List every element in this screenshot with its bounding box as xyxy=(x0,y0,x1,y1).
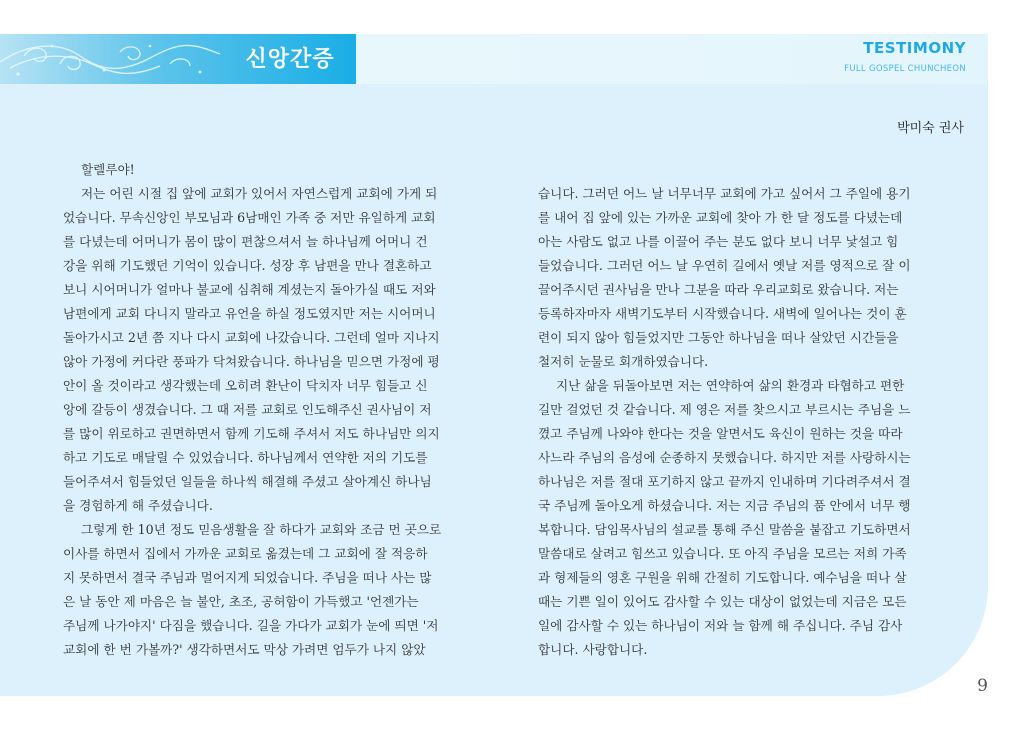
left-column xyxy=(63,158,495,662)
paragraph-line: 일에 감사할 수 있는 하나님이 저와 늘 함께 해 주십니다. 주님 감사 xyxy=(538,618,903,633)
paragraph-line: 들어주셔서 힘들었던 일들을 하나씩 해결해 주셨고 살아계신 하나님 xyxy=(63,474,432,489)
church-name-tag: FULL GOSPEL CHUNCHEON xyxy=(844,64,966,74)
paragraph-line: 를 많이 위로하고 권면하면서 함께 기도해 주셔서 저도 하나님만 의지 xyxy=(63,426,440,441)
paragraph-line: 과 형제들의 영혼 구원을 위해 간절히 기도합니다. 예수님을 떠나 살 xyxy=(538,570,907,585)
paragraph-line: 지 못하면서 결국 주님과 멀어지게 되었습니다. 주님을 떠나 사는 많 xyxy=(63,570,432,585)
paragraph-line: 아는 사람도 없고 나를 이끌어 주는 분도 없다 보니 너무 낯설고 힘 xyxy=(538,234,899,249)
swirl-ornament-icon xyxy=(0,34,230,84)
paragraph-line: 하나님은 저를 절대 포기하지 않고 끝까지 인내하며 기다려주셔서 결 xyxy=(538,474,911,489)
paragraph-line: 끌어주시던 권사님을 만나 그분을 따라 우리교회로 왔습니다. 저는 xyxy=(538,282,899,297)
paragraph-line: 지난 삶을 뒤돌아보면 저는 연약하여 삶의 환경과 타협하고 편한 xyxy=(556,378,905,393)
paragraph-line: 하고 기도로 매달릴 수 있었습니다. 하나님께서 연약한 저의 기도를 xyxy=(63,450,428,465)
paragraph-line: 철저히 눈물로 회개하였습니다. xyxy=(538,354,709,369)
paragraph-line: 이사를 하면서 집에서 가까운 교회로 옮겼는데 그 교회에 잘 적응하 xyxy=(63,546,428,561)
paragraph-line: 교회에 한 번 가볼까?' 생각하면서도 막상 가려면 엄두가 나지 않았 xyxy=(63,642,426,657)
author-name: 박미숙 권사 xyxy=(897,121,964,136)
paragraph-line: 은 날 동안 제 마음은 늘 불안, 초조, 공허함이 가득했고 '언젠가는 xyxy=(63,594,419,609)
paragraph-line: 주님께 나가야지' 다짐을 했습니다. 길을 가다가 교회가 눈에 띄면 '저 xyxy=(63,618,439,633)
paragraph-line: 강을 위해 기도했던 기억이 있습니다. 성장 후 남편을 만나 결혼하고 xyxy=(63,258,432,273)
paragraph-line: 습니다. 그러던 어느 날 너무너무 교회에 가고 싶어서 그 주일에 용기 xyxy=(538,186,911,201)
testimony-tag: TESTIMONY xyxy=(863,39,966,57)
paragraph-line: 않아 가정에 커다란 풍파가 닥쳐왔습니다. 하나님을 믿으면 가정에 평 xyxy=(63,354,440,369)
paragraph-line: 련이 되지 않아 힘들었지만 그동안 하나님을 떠나 살았던 시간들을 xyxy=(538,330,899,345)
paragraph-line: 등록하자마자 새벽기도부터 시작했습니다. 새벽에 일어나는 것이 훈 xyxy=(538,306,907,321)
paragraph-line: 합니다. 사랑합니다. xyxy=(538,642,648,657)
paragraph-line: 사느라 주님의 음성에 순종하지 못했습니다. 하지만 저를 사랑하시는 xyxy=(538,450,911,465)
paragraph-line: 국 주님께 돌아오게 하셨습니다. 저는 지금 주님의 품 안에서 너무 행 xyxy=(538,498,911,513)
paragraph-line: 었습니다. 무속신앙인 부모님과 6남매인 가족 중 저만 유일하게 교회 xyxy=(63,210,436,225)
paragraph-line: 저는 어린 시절 집 앞에 교회가 있어서 자연스럽게 교회에 가게 되 xyxy=(81,186,438,201)
paragraph-line: 남편에게 교회 다니지 말라고 유언을 하실 정도였지만 저는 시어머니 xyxy=(63,306,436,321)
paragraph-line: 들었습니다. 그러던 어느 날 우연히 길에서 옛날 저를 영적으로 잘 이 xyxy=(538,258,911,273)
paragraph-line: 꼈고 주님께 나와야 한다는 것을 알면서도 육신이 원하는 것을 따라 xyxy=(538,426,903,441)
paragraph-line: 보니 시어머니가 얼마나 불교에 심취해 계셨는지 돌아가실 때도 저와 xyxy=(63,282,436,297)
paragraph-line: 할렐루야! xyxy=(81,162,135,177)
page-number: 9 xyxy=(977,676,988,696)
paragraph-line: 를 내어 집 앞에 있는 가까운 교회에 찾아 가 한 달 정도를 다녔는데 xyxy=(538,210,903,225)
paragraph-line: 때는 기쁜 일이 있어도 감사할 수 있는 대상이 없었는데 지금은 모든 xyxy=(538,594,907,609)
paragraph-line: 길만 걸었던 것 같습니다. 제 영은 저를 찾으시고 부르시는 주님을 느 xyxy=(538,402,911,417)
right-column xyxy=(538,182,958,662)
section-title: 신앙간증 xyxy=(245,47,335,72)
paragraph-line: 말씀대로 살려고 힘쓰고 있습니다. 또 아직 주님을 모르는 저희 가족 xyxy=(538,546,907,561)
paragraph-line: 복합니다. 담임목사님의 설교를 통해 주신 말씀을 붙잡고 기도하면서 xyxy=(538,522,911,537)
paragraph-line: 을 경험하게 해 주셨습니다. xyxy=(63,498,213,513)
paragraph-line: 안이 올 것이라고 생각했는데 오히려 환난이 닥치자 너무 힘들고 신 xyxy=(63,378,428,393)
paragraph-line: 를 다녔는데 어머니가 몸이 많이 편찮으셔서 늘 하나님께 어머니 건 xyxy=(63,234,428,249)
paragraph-line: 앙에 갈등이 생겼습니다. 그 때 저를 교회로 인도해주신 권사님이 저 xyxy=(63,402,432,417)
paragraph-line: 그렇게 한 10년 정도 믿음생활을 잘 하다가 교회와 조금 먼 곳으로 xyxy=(81,522,442,537)
paragraph-line: 돌아가시고 2년 쯤 지나 다시 교회에 나갔습니다. 그런데 얼마 지나지 xyxy=(63,330,440,345)
